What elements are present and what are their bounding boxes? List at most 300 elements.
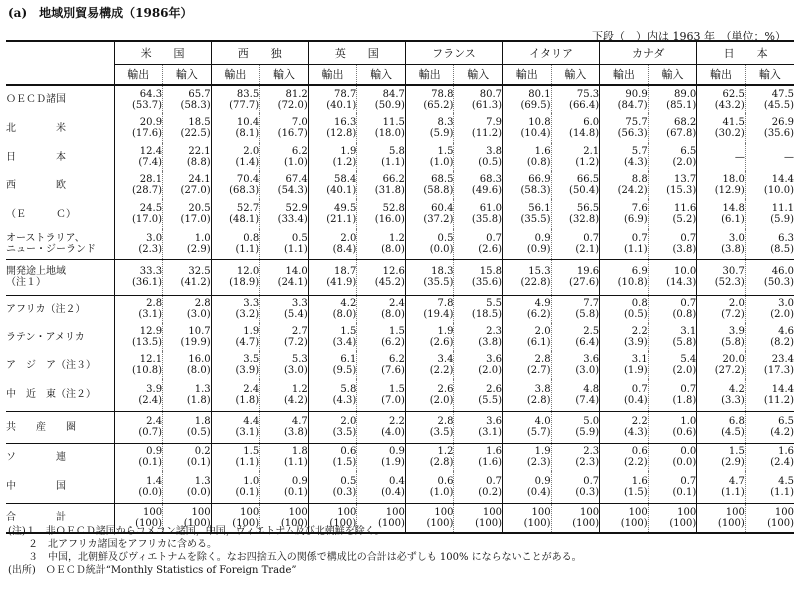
value-1963: (3.0) bbox=[186, 309, 211, 321]
value-1963: (0.1) bbox=[284, 486, 308, 498]
row-label bbox=[6, 143, 114, 171]
table-row bbox=[6, 471, 794, 503]
row-label-text: （Ｅ Ｃ） bbox=[6, 208, 76, 220]
row-label-text: 中 近 東（注２） bbox=[6, 389, 96, 401]
value-1963: (5.8) bbox=[672, 337, 697, 348]
value-1986: 2.4 bbox=[146, 416, 163, 427]
value-1986: 60.4 bbox=[431, 203, 454, 214]
value-1986: 52.8 bbox=[382, 203, 405, 214]
value-1986: 3.0 bbox=[146, 232, 163, 244]
export-cell bbox=[308, 259, 357, 295]
value-1963: (56.3) bbox=[617, 128, 648, 139]
value-1986: 100 bbox=[191, 506, 211, 518]
export-cell bbox=[211, 113, 260, 143]
import-cell bbox=[648, 229, 697, 259]
value-1986: 1.9 bbox=[534, 446, 551, 458]
export-cell bbox=[697, 295, 746, 323]
import-cell bbox=[163, 259, 212, 295]
row-label bbox=[6, 85, 114, 113]
value-1986: 2.8 bbox=[194, 298, 211, 310]
row-label-text: オーストラリア、 bbox=[6, 232, 85, 244]
export-cell bbox=[600, 113, 649, 143]
export-cell bbox=[114, 199, 163, 229]
value-1986: 89.0 bbox=[673, 88, 697, 100]
value-1963: (6.2) bbox=[381, 337, 405, 348]
value-1986: 2.5 bbox=[583, 326, 600, 337]
value-1986: — bbox=[784, 151, 794, 163]
export-cell bbox=[697, 411, 746, 443]
import-cell bbox=[357, 379, 406, 411]
row-label bbox=[6, 411, 114, 443]
import-cell bbox=[648, 503, 697, 533]
value-1986: 66.5 bbox=[576, 174, 600, 185]
value-1986: 0.5 bbox=[291, 232, 308, 244]
value-1963: (4.3) bbox=[623, 427, 648, 438]
value-1963: (1.1) bbox=[284, 457, 308, 469]
value-1963: (100) bbox=[620, 517, 648, 529]
value-1986: 2.6 bbox=[486, 383, 502, 395]
export-cell bbox=[308, 471, 357, 503]
export-cell bbox=[697, 503, 746, 533]
value-1963: (18.0) bbox=[374, 128, 405, 139]
value-1986: 12.1 bbox=[139, 354, 163, 365]
value-1963: (0.5) bbox=[478, 157, 502, 168]
value-1986: 1.6 bbox=[534, 146, 551, 157]
value-1963: (2.7) bbox=[526, 365, 551, 376]
value-1963: (37.2) bbox=[423, 214, 454, 225]
export-cell bbox=[211, 379, 260, 411]
export-cell bbox=[600, 471, 649, 503]
import-cell bbox=[551, 351, 600, 379]
value-1986: 68.3 bbox=[479, 174, 502, 185]
value-1963: (2.4) bbox=[138, 394, 163, 406]
value-1963: (100) bbox=[523, 517, 551, 529]
value-1963: (41.2) bbox=[180, 277, 211, 288]
table-row bbox=[6, 171, 794, 199]
import-cell bbox=[357, 411, 406, 443]
export-cell bbox=[600, 379, 649, 411]
import-cell bbox=[163, 143, 212, 171]
export-cell bbox=[308, 171, 357, 199]
value-1986: 81.2 bbox=[285, 88, 308, 100]
value-1963: (2.9) bbox=[721, 457, 745, 469]
value-1986: 0.7 bbox=[486, 475, 502, 487]
value-1986: 5.0 bbox=[583, 416, 600, 427]
value-1963: (77.7) bbox=[229, 99, 260, 111]
value-1986: 15.3 bbox=[528, 266, 551, 277]
value-1986: 33.3 bbox=[139, 266, 163, 277]
value-1963: (0.0) bbox=[429, 243, 454, 255]
value-1986: 1.3 bbox=[194, 383, 211, 395]
value-1986: 100 bbox=[580, 506, 600, 518]
value-1963: (43.2) bbox=[714, 99, 745, 111]
import-cell bbox=[163, 351, 212, 379]
value-1986: 90.9 bbox=[625, 88, 648, 100]
value-1963: (6.9) bbox=[623, 214, 648, 225]
import-cell bbox=[454, 143, 503, 171]
value-1963: (24.1) bbox=[277, 277, 308, 288]
country-header: 西 独 bbox=[211, 41, 308, 65]
value-1986: 30.7 bbox=[722, 266, 745, 277]
export-cell bbox=[405, 295, 454, 323]
value-1986: 67.4 bbox=[285, 174, 308, 185]
import-cell bbox=[163, 379, 212, 411]
export-cell bbox=[308, 85, 357, 113]
value-1986: 66.9 bbox=[528, 174, 551, 185]
export-cell bbox=[503, 199, 552, 229]
import-cell bbox=[357, 323, 406, 351]
export-cell bbox=[211, 471, 260, 503]
value-1963: (11.2) bbox=[763, 394, 794, 406]
row-label-text: 中 国 bbox=[6, 481, 66, 493]
value-1986: 2.7 bbox=[291, 326, 308, 337]
value-1963: (7.2) bbox=[721, 309, 745, 321]
value-1963: (1.1) bbox=[623, 243, 648, 255]
value-1986: 100 bbox=[531, 506, 551, 518]
export-cell bbox=[600, 503, 649, 533]
value-1986: 1.6 bbox=[778, 446, 794, 458]
value-1963: (0.1) bbox=[672, 486, 697, 498]
value-1986: 3.6 bbox=[486, 416, 502, 427]
value-1986: 23.4 bbox=[771, 354, 794, 365]
row-label bbox=[6, 113, 114, 143]
export-cell bbox=[600, 143, 649, 171]
value-1986: 0.0 bbox=[680, 446, 697, 458]
value-1963: (3.2) bbox=[235, 309, 260, 321]
row-label-text: 日 本 bbox=[6, 151, 66, 163]
value-1963: (0.2) bbox=[478, 486, 502, 498]
value-1986: 1.6 bbox=[631, 475, 648, 487]
import-cell bbox=[357, 259, 406, 295]
value-1986: 10.4 bbox=[236, 117, 260, 128]
import-cell bbox=[551, 295, 600, 323]
value-1963: (8.1) bbox=[235, 128, 260, 139]
import-cell bbox=[454, 199, 503, 229]
value-1963: (0.0) bbox=[186, 486, 211, 498]
value-1986: 3.8 bbox=[486, 146, 502, 157]
value-1986: 0.9 bbox=[388, 446, 405, 458]
import-cell bbox=[163, 171, 212, 199]
import-cell bbox=[163, 411, 212, 443]
table-row bbox=[6, 351, 794, 379]
value-1986: 15.8 bbox=[479, 266, 502, 277]
value-1986: 10.8 bbox=[528, 117, 551, 128]
value-1963: (100) bbox=[135, 517, 163, 529]
value-1986: 7.6 bbox=[631, 203, 648, 214]
value-1963: (0.7) bbox=[138, 427, 163, 438]
import-cell bbox=[745, 259, 794, 295]
export-cell bbox=[211, 351, 260, 379]
value-1963: (12.9) bbox=[714, 185, 745, 196]
value-1986: 1.5 bbox=[243, 446, 260, 458]
value-1986: 18.7 bbox=[334, 266, 357, 277]
value-1986: 6.2 bbox=[291, 146, 308, 157]
value-1986: 64.3 bbox=[139, 88, 163, 100]
row-label-text: ソ 連 bbox=[6, 451, 66, 463]
import-cell bbox=[357, 471, 406, 503]
value-1986: 12.6 bbox=[382, 266, 405, 277]
value-1986: 0.6 bbox=[631, 446, 648, 458]
table-row bbox=[6, 295, 794, 323]
export-cell bbox=[114, 351, 163, 379]
value-1963: (7.0) bbox=[381, 394, 405, 406]
value-1986: 1.5 bbox=[388, 326, 405, 337]
import-cell bbox=[163, 471, 212, 503]
value-1986: 0.5 bbox=[437, 232, 454, 244]
row-label-text: アフリカ（注２） bbox=[6, 303, 86, 315]
import-cell bbox=[745, 143, 794, 171]
value-1963: (41.9) bbox=[326, 277, 357, 288]
import-cell bbox=[551, 443, 600, 471]
value-1986: 100 bbox=[337, 506, 357, 518]
value-1963: (32.8) bbox=[569, 214, 600, 225]
value-1963: (58.8) bbox=[423, 185, 454, 196]
value-1986: 84.7 bbox=[382, 88, 405, 100]
subheader-row bbox=[6, 65, 794, 86]
value-1986: 78.8 bbox=[431, 88, 454, 100]
value-1986: 10.0 bbox=[673, 266, 697, 277]
export-cell bbox=[405, 229, 454, 259]
import-cell bbox=[163, 323, 212, 351]
export-cell bbox=[405, 443, 454, 471]
value-1963: (35.5) bbox=[520, 214, 551, 225]
value-1963: (3.1) bbox=[478, 427, 502, 438]
row-label bbox=[6, 229, 114, 259]
import-cell bbox=[357, 229, 406, 259]
value-1963: (13.5) bbox=[131, 337, 163, 348]
import-cell bbox=[163, 443, 212, 471]
value-1986: 8.3 bbox=[437, 117, 454, 128]
value-1963: (53.7) bbox=[131, 99, 163, 111]
import-cell bbox=[260, 295, 309, 323]
import-cell bbox=[648, 171, 697, 199]
import-cell bbox=[648, 351, 697, 379]
export-cell bbox=[405, 411, 454, 443]
value-1963: (6.2) bbox=[526, 309, 551, 321]
value-1986: 65.7 bbox=[188, 88, 211, 100]
export-header: 輸出 bbox=[114, 65, 163, 86]
value-1963: (11.2) bbox=[471, 128, 502, 139]
export-cell bbox=[114, 259, 163, 295]
export-cell bbox=[697, 259, 746, 295]
value-1986: 46.0 bbox=[771, 266, 794, 277]
value-1963: (10.8) bbox=[617, 277, 648, 288]
footnote: (出所) ＯＥＣＤ統計“Monthly Statistics of Foreign Trade” bbox=[8, 565, 297, 576]
value-1963: (45.2) bbox=[374, 277, 405, 288]
value-1963: (4.2) bbox=[284, 394, 308, 406]
import-cell bbox=[454, 471, 503, 503]
value-1963: (69.5) bbox=[520, 99, 551, 111]
export-cell bbox=[600, 443, 649, 471]
value-1963: (19.9) bbox=[180, 337, 211, 348]
value-1986: 13.7 bbox=[673, 174, 697, 185]
import-cell bbox=[648, 411, 697, 443]
value-1986: 80.1 bbox=[528, 88, 551, 100]
import-cell bbox=[648, 113, 697, 143]
import-cell bbox=[357, 199, 406, 229]
export-cell bbox=[211, 259, 260, 295]
value-1986: 7.9 bbox=[486, 117, 502, 128]
value-1963: (3.1) bbox=[138, 309, 163, 321]
value-1963: (1.4) bbox=[235, 157, 260, 168]
value-1986: 100 bbox=[288, 506, 308, 518]
value-1963: (66.4) bbox=[569, 99, 600, 111]
value-1963: (4.0) bbox=[381, 427, 405, 438]
value-1986: 4.4 bbox=[243, 416, 260, 427]
value-1963: (5.9) bbox=[770, 214, 794, 225]
export-cell bbox=[308, 113, 357, 143]
value-1986: 41.5 bbox=[722, 117, 745, 128]
import-cell bbox=[745, 295, 794, 323]
value-1986: 1.3 bbox=[194, 475, 211, 487]
import-cell bbox=[163, 113, 212, 143]
value-1986: 2.8 bbox=[146, 298, 163, 310]
import-header: 輸入 bbox=[260, 65, 309, 86]
value-1986: 100 bbox=[240, 506, 260, 518]
export-cell bbox=[600, 85, 649, 113]
value-1963: (1.1) bbox=[235, 243, 260, 255]
export-cell bbox=[211, 85, 260, 113]
export-cell bbox=[308, 295, 357, 323]
country-header-row bbox=[6, 41, 794, 65]
value-1986: 2.0 bbox=[728, 298, 745, 310]
value-1986: 1.6 bbox=[486, 446, 502, 458]
value-1963: (1.8) bbox=[186, 394, 211, 406]
value-1963: (30.2) bbox=[714, 128, 745, 139]
export-cell bbox=[503, 229, 552, 259]
export-cell bbox=[211, 323, 260, 351]
value-1963: (100) bbox=[329, 517, 357, 529]
export-cell bbox=[405, 143, 454, 171]
value-1986: 0.5 bbox=[340, 475, 357, 487]
value-1986: 78.7 bbox=[334, 88, 357, 100]
value-1963: (0.0) bbox=[672, 457, 697, 469]
value-1986: 14.4 bbox=[771, 383, 794, 395]
import-cell bbox=[454, 443, 503, 471]
import-cell bbox=[454, 171, 503, 199]
value-1963: (8.0) bbox=[332, 309, 357, 321]
value-1963: (31.8) bbox=[374, 185, 405, 196]
value-1986: 100 bbox=[774, 506, 794, 518]
import-cell bbox=[745, 323, 794, 351]
value-1963: (0.8) bbox=[672, 309, 697, 321]
export-cell bbox=[211, 199, 260, 229]
value-1986: 0.9 bbox=[534, 232, 551, 244]
value-1963: (0.5) bbox=[623, 309, 648, 321]
value-1963: (7.2) bbox=[284, 337, 308, 348]
value-1986: 100 bbox=[142, 506, 163, 518]
value-1963: (4.3) bbox=[623, 157, 648, 168]
import-cell bbox=[454, 351, 503, 379]
country-header: 米 国 bbox=[114, 41, 211, 65]
import-cell bbox=[260, 471, 309, 503]
export-cell bbox=[600, 229, 649, 259]
import-cell bbox=[551, 199, 600, 229]
value-1963: (45.5) bbox=[763, 99, 794, 111]
value-1963: (2.8) bbox=[429, 457, 454, 469]
value-1986: 0.7 bbox=[680, 475, 697, 487]
value-1986: 0.9 bbox=[534, 475, 551, 487]
value-1986: 4.7 bbox=[728, 475, 745, 487]
value-1963: (52.3) bbox=[714, 277, 745, 288]
export-cell bbox=[697, 379, 746, 411]
export-cell bbox=[405, 323, 454, 351]
value-1986: 58.4 bbox=[334, 174, 357, 185]
export-cell bbox=[503, 323, 552, 351]
value-1963: (100) bbox=[232, 517, 260, 529]
value-1963: (1.1) bbox=[284, 243, 308, 255]
table-row bbox=[6, 199, 794, 229]
value-1986: 10.7 bbox=[188, 326, 211, 337]
value-1963: (1.0) bbox=[429, 157, 454, 168]
value-1986: 3.6 bbox=[583, 354, 600, 365]
value-1963: (2.9) bbox=[186, 243, 211, 255]
import-cell bbox=[648, 443, 697, 471]
row-label-text: ラテン・アメリカ bbox=[6, 331, 85, 343]
import-cell bbox=[357, 143, 406, 171]
value-1986: 5.8 bbox=[388, 146, 405, 157]
export-cell bbox=[600, 323, 649, 351]
export-cell bbox=[503, 143, 552, 171]
value-1963: (1.1) bbox=[721, 486, 745, 498]
import-header: 輸入 bbox=[745, 65, 794, 86]
table-row bbox=[6, 379, 794, 411]
import-cell bbox=[357, 171, 406, 199]
import-cell bbox=[745, 411, 794, 443]
value-1986: 2.2 bbox=[388, 416, 405, 427]
export-cell bbox=[211, 229, 260, 259]
export-cell bbox=[405, 199, 454, 229]
value-1986: 4.2 bbox=[340, 298, 357, 310]
country-header: 日 本 bbox=[697, 41, 794, 65]
export-cell bbox=[308, 229, 357, 259]
value-1963: (3.8) bbox=[721, 243, 745, 255]
value-1963: (72.0) bbox=[277, 99, 308, 111]
value-1986: 19.6 bbox=[576, 266, 600, 277]
export-cell bbox=[114, 443, 163, 471]
value-1963: (0.6) bbox=[672, 427, 697, 438]
export-cell bbox=[308, 323, 357, 351]
import-cell bbox=[648, 85, 697, 113]
value-1986: 1.8 bbox=[194, 416, 211, 427]
import-cell bbox=[551, 379, 600, 411]
value-1963: (0.0) bbox=[138, 486, 163, 498]
row-label-text: 西 欧 bbox=[6, 179, 66, 191]
value-1963: (7.4) bbox=[575, 394, 600, 406]
row-label bbox=[6, 443, 114, 471]
value-1986: 3.4 bbox=[437, 354, 454, 365]
value-1963: (21.1) bbox=[326, 214, 357, 225]
value-1963: (58.3) bbox=[520, 185, 551, 196]
import-cell bbox=[454, 259, 503, 295]
value-1986: 12.4 bbox=[139, 146, 163, 157]
row-label-text: ニュー・ジーランド bbox=[6, 243, 96, 255]
export-cell bbox=[405, 259, 454, 295]
export-cell bbox=[114, 113, 163, 143]
value-1963: (22.5) bbox=[180, 128, 211, 139]
import-cell bbox=[648, 379, 697, 411]
import-cell bbox=[357, 295, 406, 323]
value-1963: (1.8) bbox=[672, 394, 697, 406]
import-cell bbox=[454, 295, 503, 323]
export-cell bbox=[211, 295, 260, 323]
value-1986: — bbox=[734, 151, 745, 163]
import-cell bbox=[745, 443, 794, 471]
value-1963: (100) bbox=[377, 517, 405, 529]
import-cell bbox=[551, 113, 600, 143]
value-1963: (18.9) bbox=[229, 277, 260, 288]
value-1963: (49.6) bbox=[471, 185, 502, 196]
